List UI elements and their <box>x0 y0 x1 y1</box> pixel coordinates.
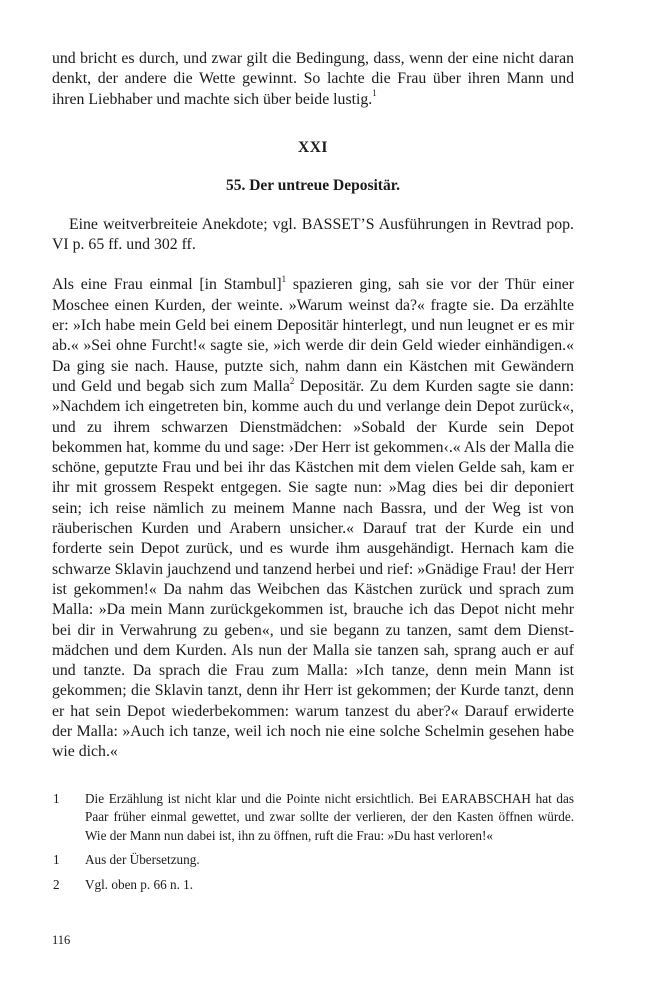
story-text-start: Als eine Frau einmal [in Stambul] <box>52 276 282 294</box>
opening-paragraph <box>52 49 574 110</box>
footnotes-section <box>52 790 574 895</box>
footnote-reference: 2 <box>289 375 295 386</box>
footnote-text: Aus der Übersetzung. <box>85 852 200 868</box>
footnote-number: 2 <box>53 876 60 892</box>
story-text-end: Depositär. Zu dem Kurden sagte sie dann: »Nachdem ich eingetreten bin, komme auch du und verlange dein Depot zurück«, und zu ihrem schwarzen Dienstmädchen: »Sobald der Kurde sein Depot bekommen hat, komme du und sage: ›Der Herr ist gekommen‹.« Als der Malla die schöne, geputzte Frau und bei ihr das Kästchen mit dem vielen Gelde sah, kam er ihr mit grossem Respekt entgegen. Sie sagte nun: »Mag dies bei dir deponiert sein; ich reise nämlich zu meinem Manne nach Bassra, und der Weg ist von räuberischen Kurden und Arabern unsicher.« Darauf trat der Kurde ein und forderte sein Depot zurück, und es wurde ihm ausgehändigt. Hernach kam die schwarze Sklavin jauchzend und tanzend herbei und rief: »Gnädige Frau! der Herr ist gekommen!« Da nahm das Weibchen das Kästchen zurück und sprach zum Malla: »Da mein Mann zurückgekommen ist, brauche ich das Depot nicht mehr bei dir in Verwahrung zu geben«, und sie begann zu tanzen, samt dem Dienstmädchen und dem Kurden. Als nun der Malla sie tanzen sah, sprang auch er auf und tanzte. Da sprach die Frau zum Malla: »Ich tanze, denn mein Mann ist gekommen; die Sklavin tanzt, denn ihr Herr ist gekommen; der Kurde tanzt, denn er hat sein Depot wiederbekommen: warum tanzest du aber?« Darauf erwiderte der Malla: »Auch ich tanze, weil ich noch nie eine solche Schelmin gesehen habe wie dich.« <box>52 377 574 761</box>
footnote-number: 1 <box>53 852 60 868</box>
footnote <box>52 790 574 846</box>
story-title: 55. Der untreue Depositär. <box>225 176 401 194</box>
footnote-text: Vgl. oben p. 66 n. 1. <box>85 876 194 892</box>
footnote-reference: 1 <box>372 88 377 99</box>
commentary-paragraph: Eine weitverbreiteie Anekdote; vgl. BASSET’S Ausführungen in Revtrad pop. VI p. 65 ff. und 302 ff. <box>52 215 574 254</box>
footnote <box>52 851 574 870</box>
story-text-middle: spazieren ging, sah sie vor der Thür einer Moschee einen Kurden, der weinte. »Warum weinst da?« fragte sie. Da erzählte er: »Ich habe mein Geld bei einem Depositär hinterlegt, und nun leugnet er es mir ab.« »Sei ohne Furcht!« sagte sie, »ich werde dir dein Geld wieder einhändigen.« Da ging sie nach. Hause, putzte sich, nahm dann ein Kästchen mit Gewändern und Geld und begab sich zum Malla <box>52 276 574 395</box>
story-paragraph <box>52 275 574 762</box>
footnote <box>52 876 574 895</box>
footnote-reference: 1 <box>281 274 287 285</box>
page-content <box>52 49 574 901</box>
footnote-number: 1 <box>53 790 60 806</box>
chapter-heading: XXI <box>298 138 328 156</box>
page-number: 116 <box>52 933 71 947</box>
opening-text: und bricht es durch, und zwar gilt die Bedingung, dass, wenn der eine nicht daran denkt, der andere die Wette gewinnt. So lachte die Frau über ihren Mann und ihren Liebhaber und machte sich über beide lustig. <box>52 50 574 108</box>
footnote-text: Die Erzählung ist nicht klar und die Pointe nicht ersichtlich. Bei EARABSCHAH hat das Paar früher einmal gewettet, und zwar sollte der verlieren, der den Kasten öffnen würde. Wie der Mann nun dabei ist, ihn zu öffnen, ruft die Frau: »Du hast verloren!« <box>85 790 574 843</box>
